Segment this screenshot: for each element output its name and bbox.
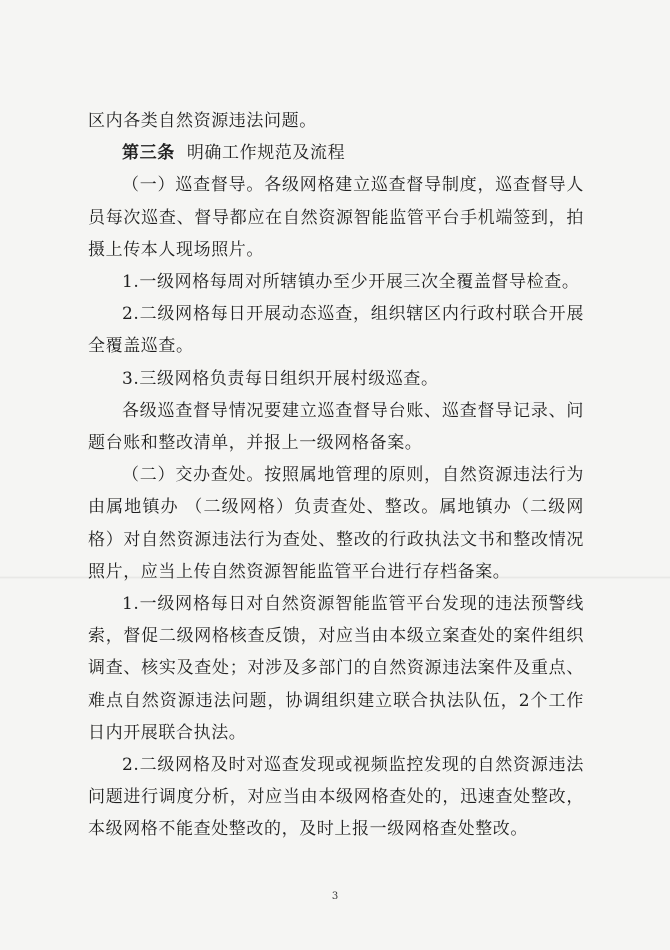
article-number: 第三条 (122, 143, 175, 164)
article-heading (88, 137, 584, 169)
paragraph-continuation: 区内各类自然资源违法问题。 (88, 111, 317, 131)
paragraph-level1-warning: 1.一级网格每日对自然资源智能监管平台发现的违法预警线索，督促二级网格核查反馈，对应当由本级立案查处的案件组织调查、核实及查处；对涉及多部门的自然资源违法案件及重点、难点自然资源违法问题，协调组织建立联合执法队伍，2个工作日内开展联合执法。 (88, 594, 584, 743)
page-number: 3 (331, 891, 339, 902)
paragraph-assignment-handling: （二）交办查处。按照属地管理的原则，自然资源违法行为由属地镇办 （二级网格）负责查处、整改。属地镇办（二级网格）对自然资源违法行为查处、整改的行政执法文书和整改情况照片，应当上传自然资源智能监管平台进行存档备案。 (88, 465, 584, 582)
paragraph-level3-grid: 3.三级网格负责每日组织开展村级巡查。 (122, 368, 439, 389)
paragraph-level2-grid: 2.二级网格每日开展动态巡查，组织辖区内行政村联合开展全覆盖巡查。 (88, 304, 584, 357)
document-body (88, 105, 584, 846)
paragraph-patrol-supervision: （一）巡查督导。各级网格建立巡查督导制度，巡查督导人员每次巡查、督导都应在自然资源智能监管平台手机端签到，拍摄上传本人现场照片。 (88, 175, 584, 260)
article-title: 明确工作规范及流程 (186, 143, 346, 164)
paragraph-level2-analysis: 2.二级网格及时对巡查发现或视频监控发现的自然资源违法问题进行调度分析，对应当由本级网格查处的，迅速查处整改，本级网格不能查处整改的，及时上报一级网格查处整改。 (88, 755, 584, 840)
paragraph-records: 各级巡查督导情况要建立巡查督导台账、巡查督导记录、问题台账和整改清单，并报上一级网格备案。 (88, 400, 584, 454)
paragraph-level1-grid: 1.一级网格每周对所辖镇办至少开展三次全覆盖督导检查。 (122, 272, 580, 293)
